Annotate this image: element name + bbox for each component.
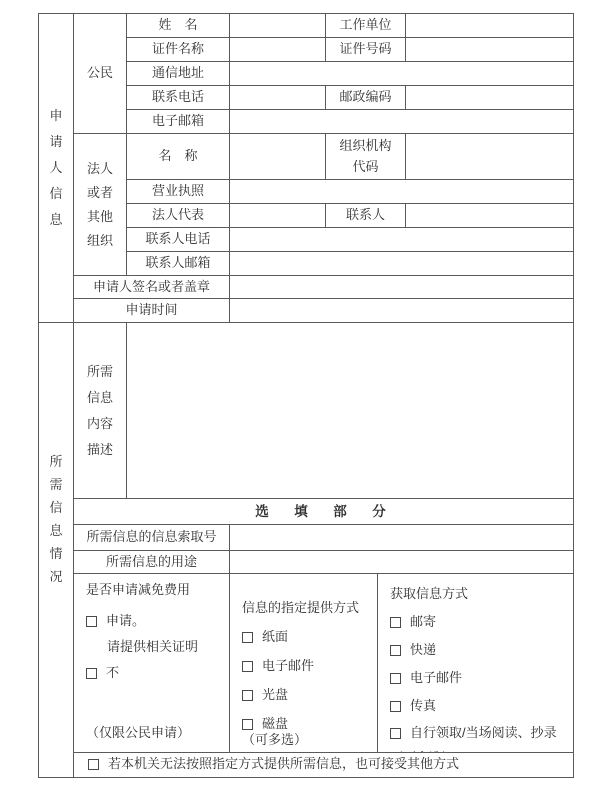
org-code-label: 组织机构代码 (326, 134, 406, 180)
cert-number-value[interactable] (406, 38, 574, 62)
signature-value[interactable] (230, 276, 574, 299)
citizen-group-label: 公民 (74, 14, 127, 134)
checkbox-cd[interactable] (242, 690, 253, 701)
org-code-value[interactable] (406, 134, 574, 180)
provide-method-block (230, 574, 377, 750)
checkbox-no[interactable] (86, 668, 97, 679)
business-license-value[interactable] (230, 180, 574, 204)
content-desc-label: 所需信息内容描述 (74, 323, 127, 499)
phone-value[interactable] (230, 86, 326, 110)
obtain-method-option-self-pickup[interactable]: 自行领取/当场阅读、抄录 (390, 725, 557, 742)
fallback-row (74, 753, 574, 778)
checkbox-self-pickup[interactable] (390, 728, 401, 739)
section-label-applicant-info: 申请人信息 (39, 14, 74, 323)
index-number-label: 所需信息的信息索取号 (74, 525, 230, 551)
provide-method-cell (230, 574, 378, 753)
legal-entity-group-label: 法人或者其他组织 (74, 134, 127, 276)
name-label: 姓 名 (127, 14, 230, 38)
legal-rep-value[interactable] (230, 204, 326, 228)
checkbox-provide-email[interactable] (242, 661, 253, 672)
contact-person-value[interactable] (406, 204, 574, 228)
postal-code-value[interactable] (406, 86, 574, 110)
checkbox-accept-other-methods[interactable] (88, 759, 99, 770)
purpose-label: 所需信息的用途 (74, 551, 230, 574)
obtain-method-option-email[interactable]: 电子邮件 (390, 670, 462, 687)
provide-method-option-cd[interactable]: 光盘 (242, 687, 288, 704)
provide-method-option-paper[interactable]: 纸面 (242, 629, 288, 646)
signature-label: 申请人签名或者盖章 (74, 276, 230, 299)
checkbox-obtain-email[interactable] (390, 673, 401, 684)
name-value[interactable] (230, 14, 326, 38)
obtain-method-title: 获取信息方式 (390, 586, 469, 601)
fee-waiver-title: 是否申请减免费用 (86, 582, 191, 597)
checkbox-express[interactable] (390, 645, 401, 656)
fee-waiver-note: （仅限公民申请） (86, 725, 191, 741)
contact-email-label: 联系人邮箱 (127, 252, 230, 276)
postal-code-label: 邮政编码 (326, 86, 406, 110)
provide-method-title: 信息的指定提供方式 (242, 600, 360, 615)
apply-date-label: 申请时间 (74, 299, 230, 323)
contact-phone-label: 联系人电话 (127, 228, 230, 252)
org-name-value[interactable] (230, 134, 326, 180)
index-number-value[interactable] (230, 525, 574, 551)
obtain-method-option-post[interactable]: 邮寄 (390, 614, 436, 631)
business-license-label: 营业执照 (127, 180, 230, 204)
cert-number-label: 证件号码 (326, 38, 406, 62)
fee-waiver-cell (74, 574, 230, 753)
fallback-option[interactable]: 若本机关无法按照指定方式提供所需信息，也可接受其他方式 (88, 756, 459, 773)
purpose-value[interactable] (230, 551, 574, 574)
contact-person-label: 联系人 (326, 204, 406, 228)
fee-waiver-option-apply[interactable]: 申请。 (86, 613, 145, 630)
phone-label: 联系电话 (127, 86, 230, 110)
address-label: 通信地址 (127, 62, 230, 86)
contact-phone-value[interactable] (230, 228, 574, 252)
cert-name-value[interactable] (230, 38, 326, 62)
apply-date-value[interactable] (230, 299, 574, 323)
obtain-method-option-fax[interactable]: 传真 (390, 698, 436, 715)
content-desc-value[interactable] (127, 323, 574, 499)
checkbox-fax[interactable] (390, 701, 401, 712)
checkbox-disk[interactable] (242, 719, 253, 730)
cert-name-label: 证件名称 (127, 38, 230, 62)
address-value[interactable] (230, 62, 574, 86)
provide-method-option-email[interactable]: 电子邮件 (242, 658, 314, 675)
email-label: 电子邮箱 (127, 110, 230, 134)
fee-waiver-apply-note: 请提供相关证明 (107, 638, 199, 654)
work-unit-label: 工作单位 (326, 14, 406, 38)
fee-waiver-block (74, 574, 229, 750)
checkbox-paper[interactable] (242, 632, 253, 643)
email-value[interactable] (230, 110, 574, 134)
contact-email-value[interactable] (230, 252, 574, 276)
provide-method-note: （可多选） (242, 732, 308, 748)
optional-section-header: 选 填 部 分 (74, 499, 574, 525)
application-form-table (38, 13, 574, 778)
obtain-method-block (378, 574, 573, 750)
obtain-method-cell (378, 574, 574, 753)
legal-rep-label: 法人代表 (127, 204, 230, 228)
section-label-required-info: 所需信息情况 (39, 323, 74, 778)
obtain-method-option-express[interactable]: 快递 (390, 642, 436, 659)
fee-waiver-option-no[interactable]: 不 (86, 665, 119, 682)
provide-method-option-disk[interactable]: 磁盘 (242, 716, 288, 733)
checkbox-apply[interactable] (86, 616, 97, 627)
checkbox-post[interactable] (390, 617, 401, 628)
work-unit-value[interactable] (406, 14, 574, 38)
org-name-label: 名 称 (127, 134, 230, 180)
